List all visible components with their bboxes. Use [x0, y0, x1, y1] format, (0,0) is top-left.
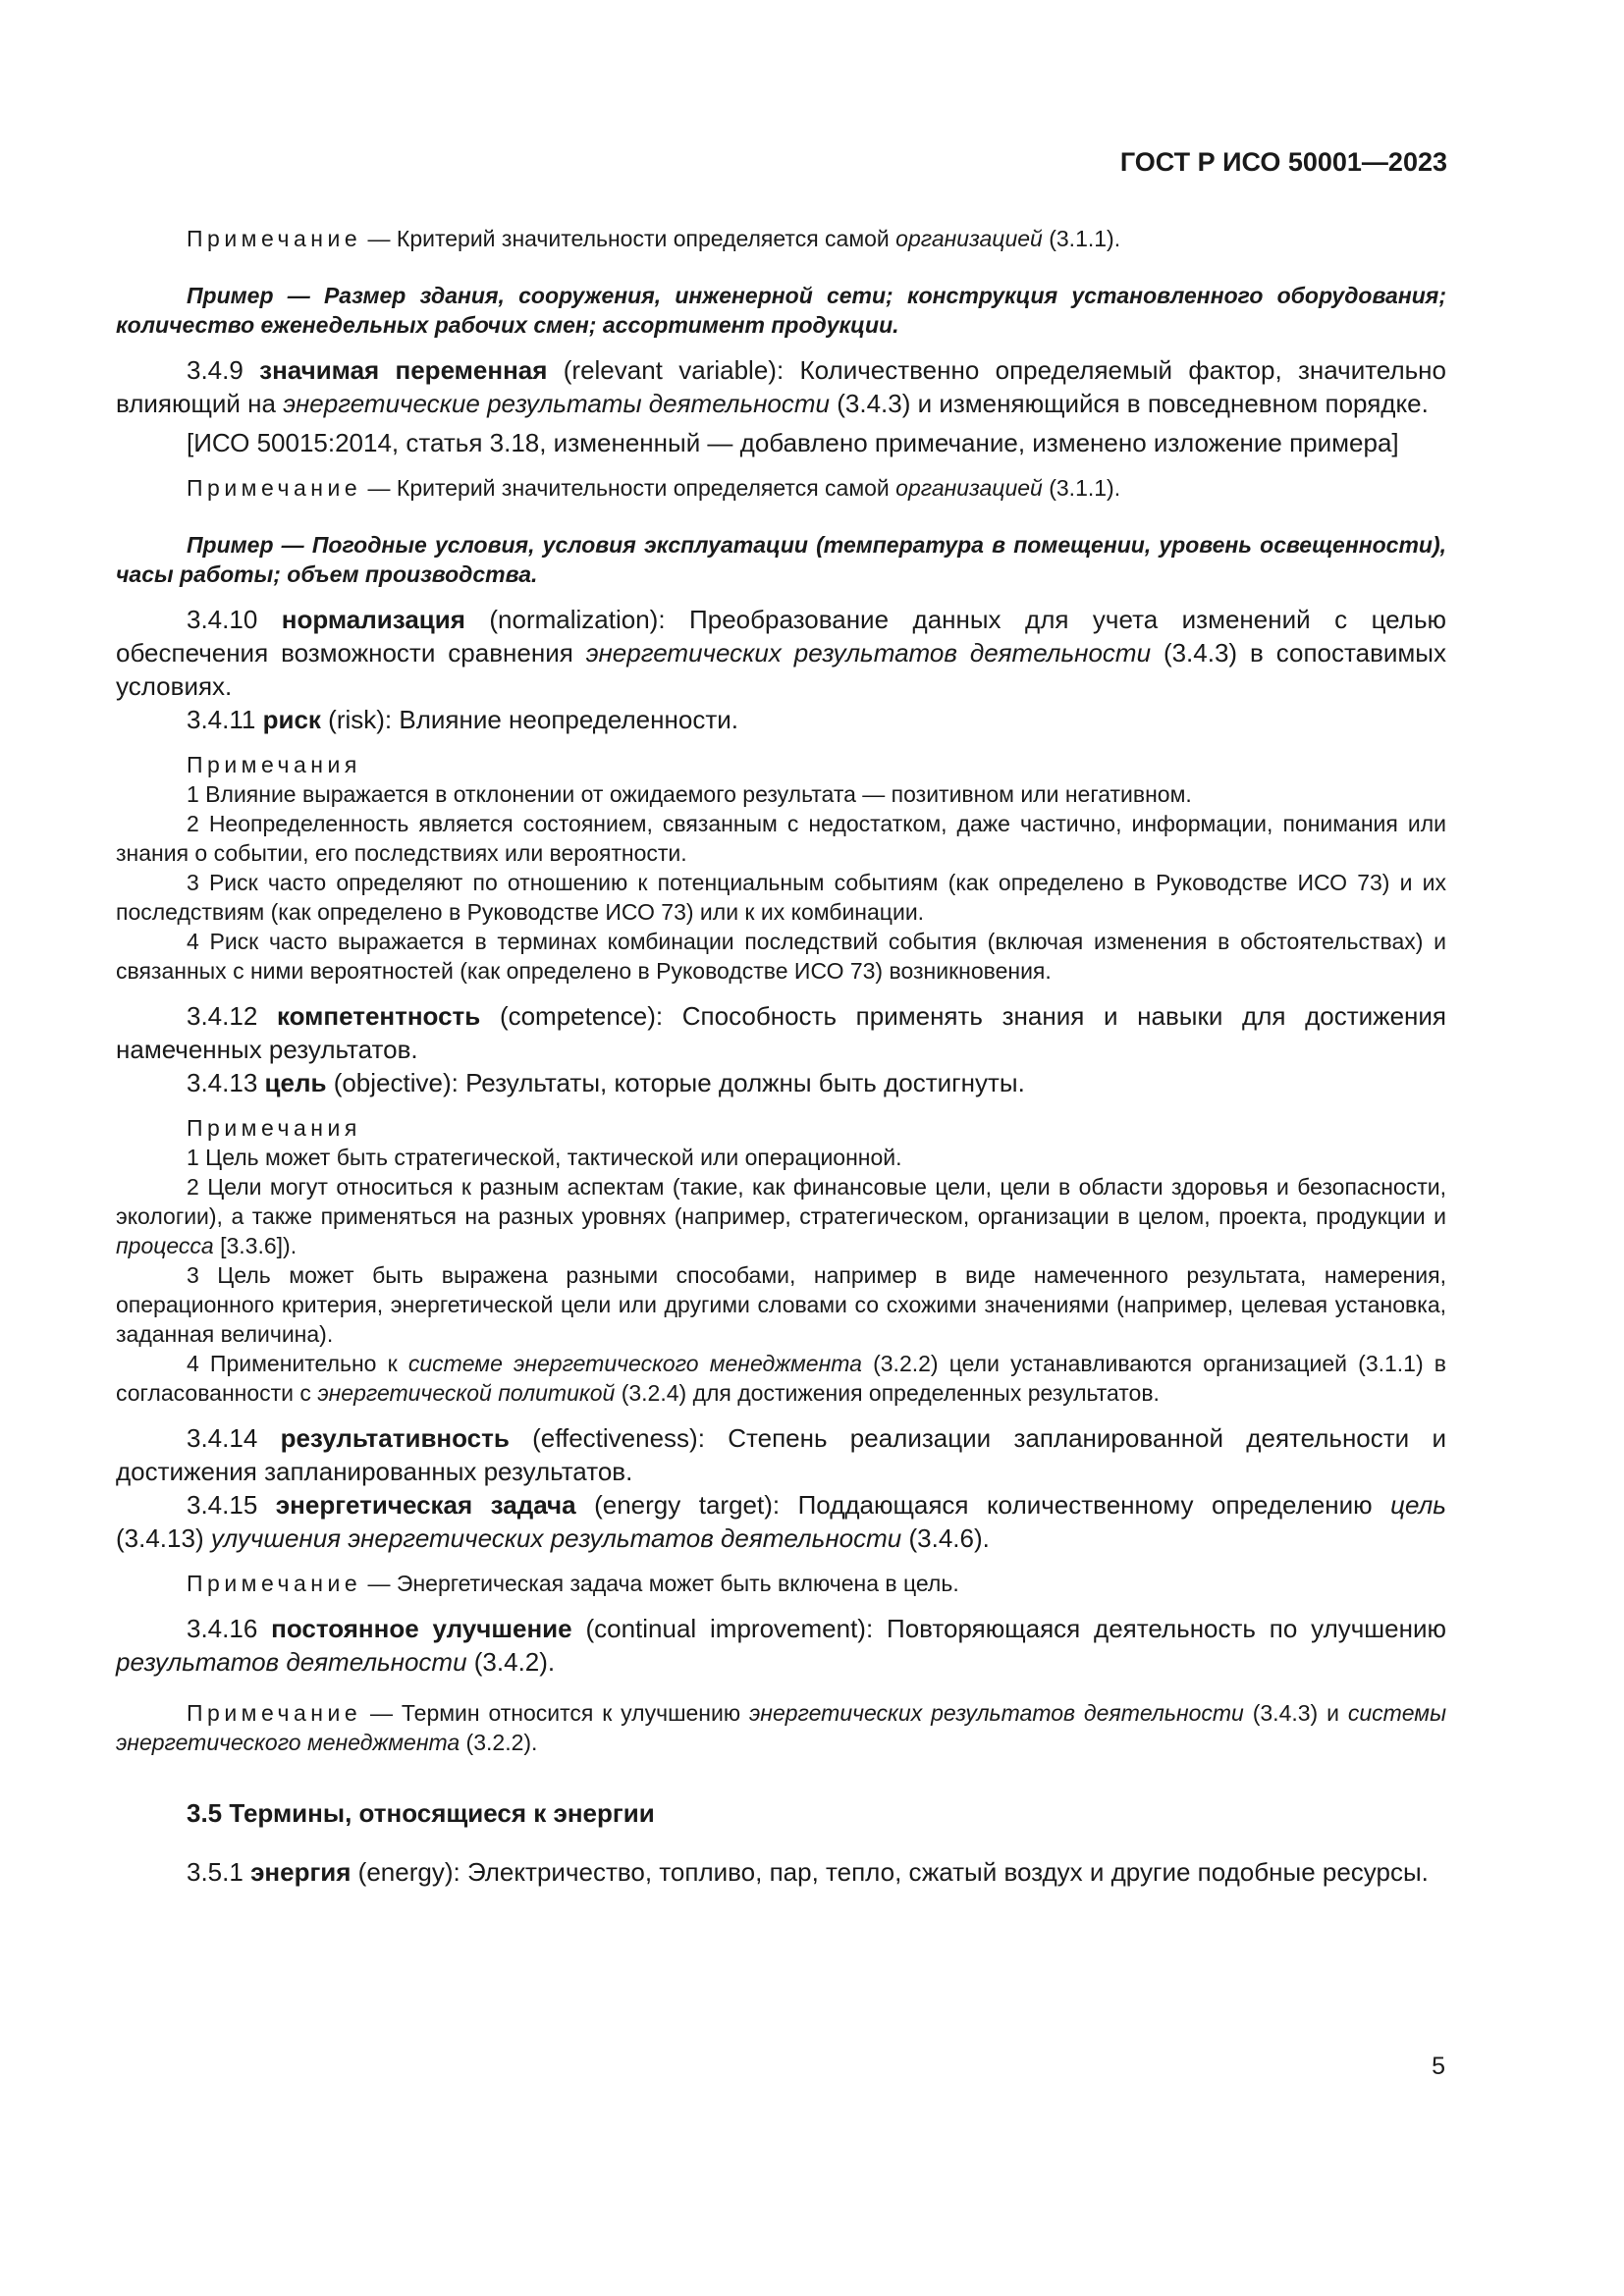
note-criterion-2: Примечание — Критерий значительности определяется самой организацией (3.1.1). — [187, 475, 1121, 501]
risk-notes-label: Примечания — [187, 752, 361, 777]
note-criterion-1: Примечание — Критерий значительности определяется самой организацией (3.1.1). — [187, 226, 1121, 251]
note-energy-target: Примечание — Энергетическая задача может быть включена в цель. — [187, 1571, 959, 1596]
example-1: Пример — Размер здания, сооружения, инженерной сети; конструкция установленного оборудования; количество еженедельных рабочих смен; ассортимент продукции. — [116, 283, 1446, 338]
risk-note-2: 2 Неопределенность является состоянием, связанным с недостатком, даже частично, информации, понимания или знания о событии, его последствиях или вероятности. — [116, 811, 1446, 866]
term-3-4-11: 3.4.11 риск (risk): Влияние неопределенности. — [187, 705, 738, 734]
risk-note-1: 1 Влияние выражается в отклонении от ожидаемого результата — позитивном или негативном. — [187, 781, 1192, 807]
source-3-4-9: [ИСО 50015:2014, статья 3.18, измененный — добавлено примечание, изменено изложение примера] — [187, 428, 1399, 457]
term-3-4-12: 3.4.12 компетентность (competence): Способность применять знания и навыки для достижения намеченных результатов. — [116, 1001, 1446, 1064]
objective-note-1: 1 Цель может быть стратегической, тактической или операционной. — [187, 1145, 902, 1170]
example-2: Пример — Погодные условия, условия эксплуатации (температура в помещении, уровень освещенности), часы работы; объем производства. — [116, 532, 1446, 587]
objective-notes-label: Примечания — [187, 1115, 361, 1141]
note-continual-improvement: Примечание — Термин относится к улучшению энергетических результатов деятельности (3.4.3) и системы энергетического менеджмента (3.2.2). — [116, 1700, 1446, 1755]
term-3-4-15: 3.4.15 энергетическая задача (energy target): Поддающаяся количественному определению цель (3.4.13) улучшения энергетических результатов деятельности (3.4.6). — [116, 1490, 1446, 1553]
term-3-4-9: 3.4.9 значимая переменная (relevant variable): Количественно определяемый фактор, значительно влияющий на энергетические результаты деятельности (3.4.3) и изменяющийся в повседневном порядке. — [116, 355, 1446, 418]
document-header: ГОСТ Р ИСО 50001—2023 — [1119, 147, 1447, 177]
term-3-4-14: 3.4.14 результативность (effectiveness): Степень реализации запланированной деятельности и достижения запланированных результатов. — [116, 1423, 1447, 1486]
term-3-4-16: 3.4.16 постоянное улучшение (continual improvement): Повторяющаяся деятельность по улучшению результатов деятельности (3.4.2). — [116, 1614, 1447, 1677]
objective-note-4: 4 Применительно к системе энергетического менеджмента (3.2.2) цели устанавливаются организацией (3.1.1) в согласованности с энергетической политикой (3.2.4) для достижения определенных результатов. — [116, 1351, 1446, 1406]
term-3-4-10: 3.4.10 нормализация (normalization): Преобразование данных для учета изменений с целью обеспечения возможности сравнения энергетических результатов деятельности (3.4.3) в сопоставимых условиях. — [116, 605, 1446, 701]
objective-note-2: 2 Цели могут относиться к разным аспектам (такие, как финансовые цели, цели в области здоровья и безопасности, экологии), а также применяться на разных уровнях (например, стратегическом, организации в целом, проекта, продукции и процесса [3.3.6]). — [116, 1174, 1446, 1258]
risk-note-4: 4 Риск часто выражается в терминах комбинации последствий события (включая изменения в обстоятельствах) и связанных с ними вероятностей (как определено в Руководстве ИСО 73) возникновения. — [116, 929, 1446, 984]
page-number: 5 — [1432, 2053, 1445, 2080]
section-3-5-heading: 3.5 Термины, относящиеся к энергии — [187, 1798, 655, 1828]
term-3-5-1: 3.5.1 энергия (energy): Электричество, топливо, пар, тепло, сжатый воздух и другие подобные ресурсы. — [187, 1857, 1429, 1887]
page-content — [116, 224, 1446, 1889]
objective-note-3: 3 Цель может быть выражена разными способами, например в виде намеченного результата, намерения, операционного критерия, энергетической цели или другими словами со схожими значениями (например, целевая установка, заданная величина). — [116, 1262, 1446, 1347]
term-3-4-13: 3.4.13 цель (objective): Результаты, которые должны быть достигнуты. — [187, 1068, 1025, 1097]
risk-note-3: 3 Риск часто определяют по отношению к потенциальным событиям (как определено в Руководстве ИСО 73) и их последствиям (как определено в Руководстве ИСО 73) или к их комбинации. — [116, 870, 1446, 925]
